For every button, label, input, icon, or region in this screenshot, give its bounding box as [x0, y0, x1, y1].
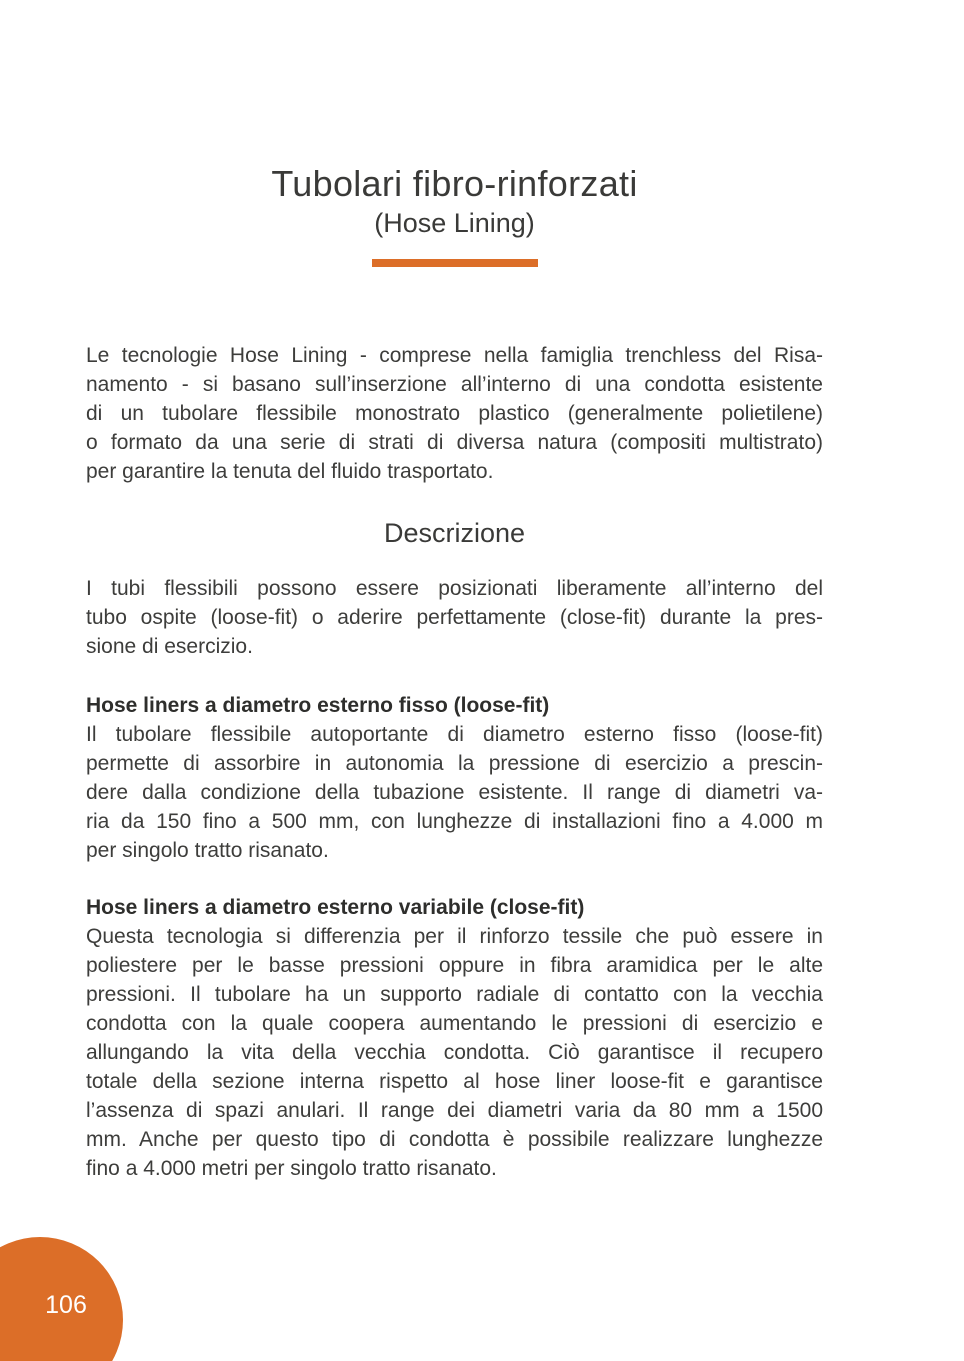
- close-fit-paragraph: [86, 922, 823, 1183]
- text-line: di un tubolare flessibile monostrato plastico (generalmente polietilene): [86, 402, 823, 425]
- text-line: ria da 150 fino a 500 mm, con lunghezze di installazioni fino a 4.000 m: [86, 810, 823, 833]
- section-heading-descrizione: Descrizione: [383, 518, 526, 548]
- text-line: dere dalla condizione della tubazione esistente. Il range di diametri va-: [86, 781, 823, 804]
- text-line: I tubi flessibili possono essere posizionati liberamente all’interno del: [86, 577, 823, 600]
- text-line: mm. Anche per questo tipo di condotta è possibile realizzare lunghezze: [86, 1128, 823, 1151]
- text-line: condotta con la quale coopera aumentando le pressioni di esercizio e: [86, 1012, 823, 1035]
- description-paragraph: [86, 574, 823, 661]
- text-line: pressioni. Il tubolare ha un supporto radiale di contatto con la vecchia: [86, 983, 823, 1006]
- text-line: totale della sezione interna rispetto al hose liner loose-fit e garantisce: [86, 1070, 823, 1093]
- text-line: per singolo tratto risanato.: [86, 839, 329, 862]
- page-subtitle: (Hose Lining): [374, 208, 535, 238]
- text-line: Questa tecnologia si differenzia per il rinforzo tessile che può essere in: [86, 925, 823, 948]
- text-line: permette di assorbire in autonomia la pressione di esercizio a prescin-: [86, 752, 823, 775]
- loose-fit-paragraph: [86, 720, 823, 865]
- page-number: 106: [45, 1291, 87, 1319]
- loose-fit-heading: Hose liners a diametro esterno fisso (loose-fit): [86, 694, 550, 717]
- text-line: l’assenza di spazi anulari. Il range dei diametri varia da 80 mm a 1500: [86, 1099, 823, 1122]
- close-fit-heading: Hose liners a diametro esterno variabile (close-fit): [86, 896, 585, 919]
- text-line: allungando la vita della vecchia condotta. Ciò garantisce il recupero: [86, 1041, 823, 1064]
- text-line: Il tubolare flessibile autoportante di diametro esterno fisso (loose-fit): [86, 723, 823, 746]
- title-divider-rule: [372, 259, 538, 267]
- section-loose-fit: [86, 691, 823, 865]
- intro-paragraph: [86, 341, 823, 486]
- text-line: poliestere per le basse pressioni oppure in fibra aramidica per le alte: [86, 954, 823, 977]
- page-title: Tubolari fibro-rinforzati: [271, 163, 638, 204]
- text-line: Le tecnologie Hose Lining - comprese nella famiglia trenchless del Risa-: [86, 344, 823, 367]
- text-line: tubo ospite (loose-fit) o aderire perfettamente (close-fit) durante la pres-: [86, 606, 823, 629]
- section-close-fit: [86, 893, 823, 1183]
- text-line: namento - si basano sull’inserzione all’interno di una condotta esistente: [86, 373, 823, 396]
- text-line: o formato da una serie di strati di diversa natura (compositi multistrato): [86, 431, 823, 454]
- text-line: sione di esercizio.: [86, 635, 253, 658]
- text-line: per garantire la tenuta del fluido trasportato.: [86, 460, 494, 483]
- text-line: fino a 4.000 metri per singolo tratto risanato.: [86, 1157, 497, 1180]
